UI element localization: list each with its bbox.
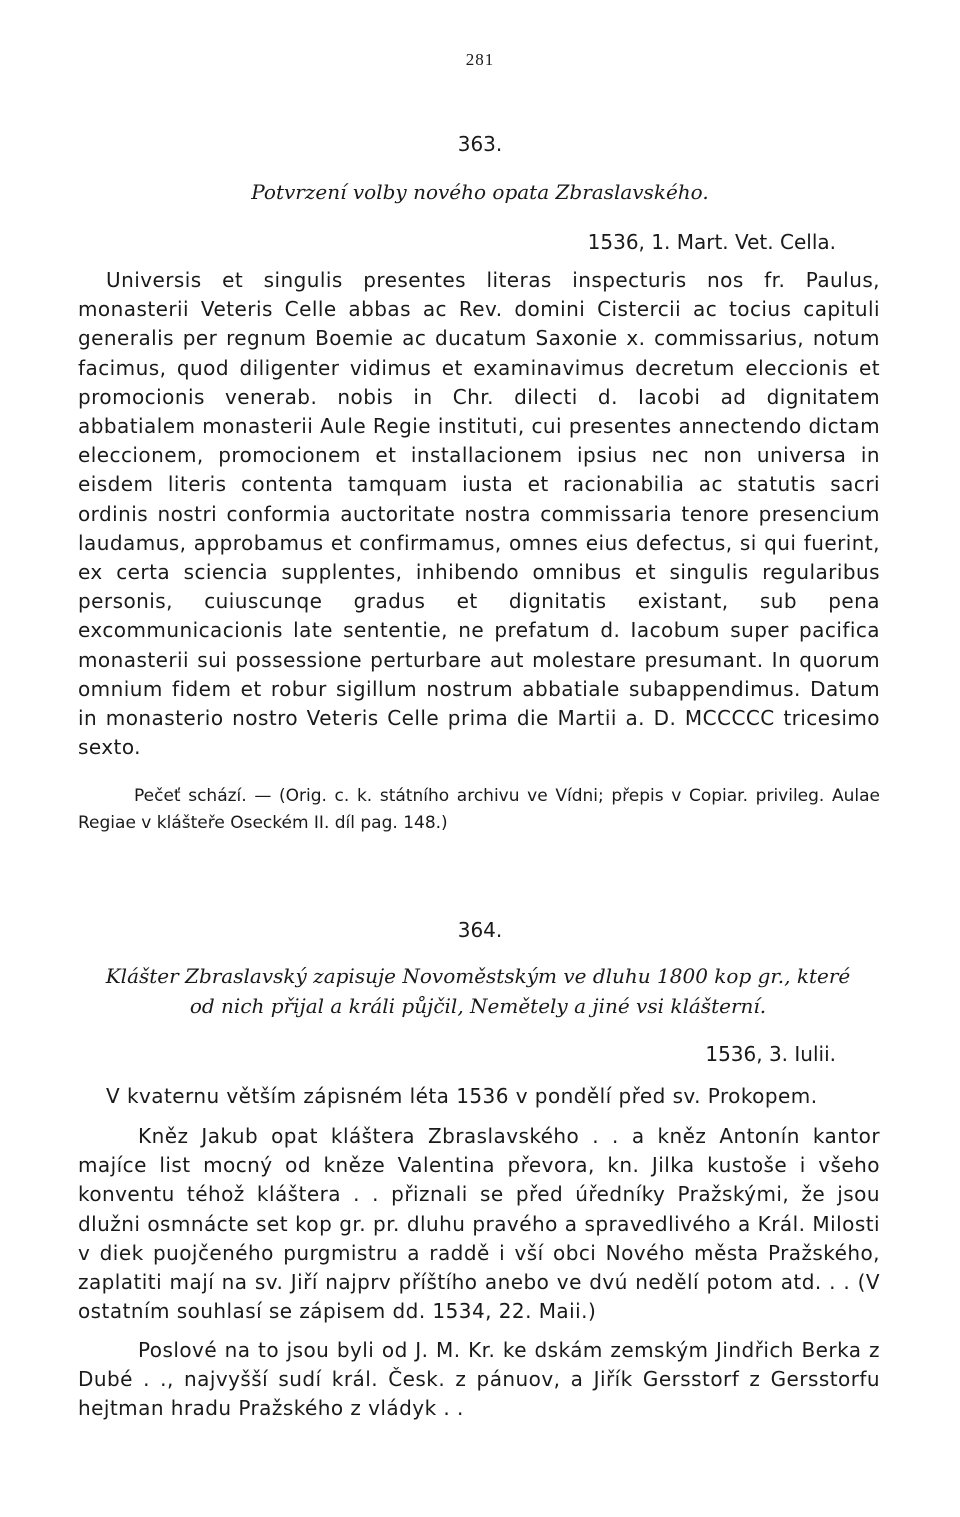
entry-note: Pečeť schází. — (Orig. c. k. státního archivu ve Vídni; přepis v Copiar. privileg. Aulae Regiae v klášteře Oseckém II. díl pag. 148.) [78, 786, 880, 833]
entry-number: 363. [457, 132, 503, 156]
entry-body-paragraph: Kněz Jakub opat kláštera Zbraslavského . . a kněz Antonín kantor majíce list mocný od kněze Valentina převora, kn. Jilka kustoše i všeho konventu téhož kláštera . . přiznali se před úředníky Pražskými, že jsou dlužni osmnácte set kop gr. pr. dluhu pravého a spravedlivého a Král. Milosti v diek puojčeného purgmistru a raddě i vší obci Nového města Pražského, zaplatiti mají na sv. Jiří najprv příštího anebo ve dvú nedělí potom atd. . . (V ostatním souhlasí se zápisem dd. 1534, 22. Maii.) [78, 1124, 880, 1324]
entry-date: 1536, 3. Iulii. [705, 1042, 836, 1066]
entry-title: Potvrzení volby nového opata Zbraslavského. [251, 180, 709, 204]
entry-number: 364. [457, 918, 503, 942]
entry-title-line-2: od nich přijal a králi půjčil, Nemětely a jiné vsi klášterní. [189, 994, 767, 1018]
entry-body-paragraph: Poslové na to jsou byli od J. M. Kr. ke dskám zemským Jindřich Berka z Dubé . ., najvyšší sudí král. Česk. z pánuov, a Jiřík Gersstorf z Gersstorfu hejtman hradu Pražského z vládyk . . [78, 1338, 880, 1421]
entry-body: Universis et singulis presentes literas inspecturis nos fr. Paulus, monasterii Veteris Celle abbas ac Rev. domini Cistercii ac tocius capituli generalis per regnum Boemie ac ducatum Saxonie x. commissarius, notum facimus, quod diligenter vidimus et examinavimus decretum eleccionis et promocionis venerab. nobis in Chr. dilecti d. Iacobi ad dignitatem abbatialem monasterii Aule Regie instituti, cui presentes annectendo dictam eleccionem, promocionem et installacionem ipsius nec non universa in eisdem literis contenta tamquam iusta et racionabilia ac statutis sacri ordinis nostri conformia auctoritate nostra commissaria tenore presencium laudamus, approbamus et confirmamus, omnes eius defectus, si qui fuerint, ex certa sciencia supplentes, inhibendo omnibus et singulis regularibus personis, cuiuscunqe gradus et dignitatis existant, sub pena excommunicacionis late sententie, ne prefatum d. Iacobum super pacifica monasterii sui possessione perturbare aut molestare presumant. In quorum omnium fidem et robur sigillum nostrum abbatiale subappendimus. Datum in monasterio nostro Veteris Celle prima die Martii a. D. MCCCCC tricesimo sexto. [78, 268, 880, 760]
page-number: 281 [465, 50, 495, 69]
entry-date: 1536, 1. Mart. Vet. Cella. [587, 230, 836, 254]
entry-intro: V kvaternu větším zápisném léta 1536 v pondělí před sv. Prokopem. [106, 1084, 818, 1108]
entry-title-line-1: Klášter Zbraslavský zapisuje Novoměstským ve dluhu 1800 kop gr., které [105, 964, 851, 988]
